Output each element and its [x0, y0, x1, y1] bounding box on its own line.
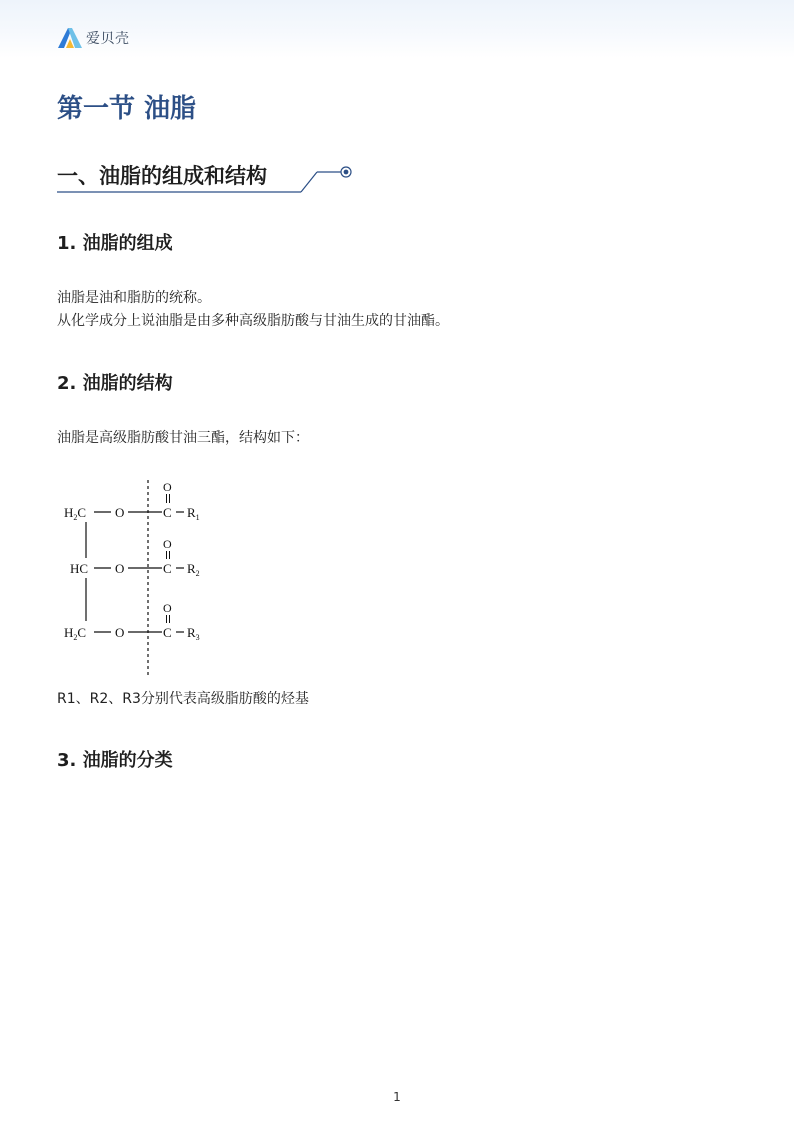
composition-line-1: 油脂是油和脂肪的统称。: [57, 290, 211, 306]
row2-r-group: $R_2$: [187, 561, 200, 578]
row2-oxygen: O: [115, 561, 125, 576]
formula-row-1: [64, 480, 200, 522]
row1-carbonyl-oxygen: O: [163, 480, 172, 494]
subsection-heading-structure: 2. 油脂的结构: [57, 373, 173, 394]
row1-acyl-carbon: C: [163, 505, 172, 520]
row3-carbon: $H_2C$: [64, 625, 87, 642]
subsection-heading-classification: 3. 油脂的分类: [57, 750, 173, 771]
row2-acyl-carbon: C: [163, 561, 172, 576]
row2-carbonyl-oxygen: O: [163, 537, 172, 551]
structure-intro: 油脂是高级脂肪酸甘油三酯，结构如下：: [57, 430, 309, 446]
brand-name: 爱贝壳: [86, 31, 130, 47]
subsection-heading-composition: 1. 油脂的组成: [57, 233, 173, 254]
row3-carbonyl-oxygen: O: [163, 601, 172, 615]
page-number: 1: [393, 1090, 401, 1104]
formula-row-3: [64, 601, 200, 642]
row1-carbon: $H_2C$: [64, 505, 87, 522]
shell-logo-icon: [58, 28, 82, 48]
row3-r-group: $R_3$: [187, 625, 200, 642]
row3-acyl-carbon: C: [163, 625, 172, 640]
chapter-title: 第一节 油脂: [57, 94, 197, 124]
triglyceride-structure-formula: [58, 478, 228, 683]
row3-oxygen: O: [115, 625, 125, 640]
row1-r-group: $R_1$: [187, 505, 200, 522]
formula-row-2: [70, 537, 200, 578]
row2-carbon: HC: [70, 561, 89, 576]
row1-oxygen: O: [115, 505, 125, 520]
r-group-note: R1、R2、R3分别代表高级脂肪酸的烃基: [57, 691, 309, 707]
section-heading: 一、油脂的组成和结构: [57, 164, 267, 188]
brand-logo: [58, 27, 130, 49]
composition-line-2: 从化学成分上说油脂是由多种高级脂肪酸与甘油生成的甘油酯。: [57, 313, 449, 329]
